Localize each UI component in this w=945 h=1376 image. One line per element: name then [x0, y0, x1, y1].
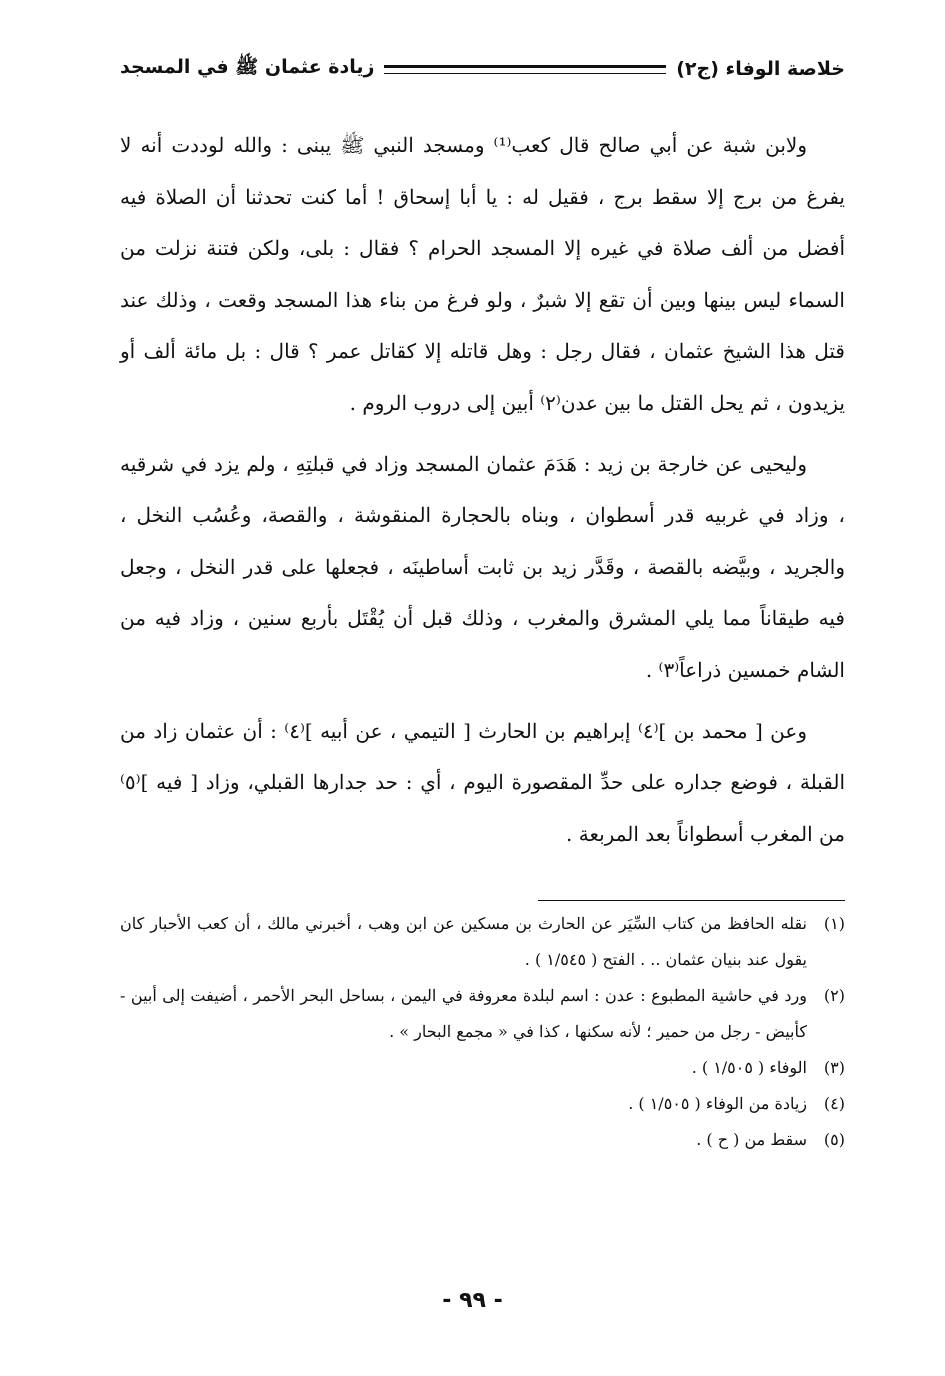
- footnote-divider: [538, 900, 845, 901]
- footnote-text: سقط من ( ح ) .: [696, 1130, 807, 1149]
- footnote-text: ورد في حاشية المطبوع : عدن : اسم لبلدة معروفة في اليمن ، بساحل البحر الأحمر ، أضيفت إلى أبين - كأبيض - رجل من حمير ؛ لأنه سكنها ، كذا في « مجمع البحار » .: [120, 986, 807, 1041]
- footnotes: [120, 906, 845, 1158]
- footnote-text: نقله الحافظ من كتاب السِّيَر عن الحارث بن مسكين عن ابن وهب ، أخبرني مالك ، أن كعب الأحبار كان يقول عند بنيان عثمان .. . الفتح ( ١/٥٤٥ ) .: [120, 914, 808, 969]
- footnote-number: (٢): [823, 986, 845, 1005]
- footnote-number: (١): [823, 914, 845, 933]
- footnote-number: (٥): [823, 1130, 845, 1149]
- header-rule: [384, 65, 666, 74]
- footnote-number: (٣): [823, 1058, 845, 1077]
- footnote-number: (٤): [823, 1094, 845, 1113]
- page-number: - ٩٩ -: [442, 1288, 503, 1313]
- footnote-text: الوفاء ( ١/٥٠٥ ) .: [691, 1058, 807, 1077]
- footnote: [120, 906, 845, 978]
- footnote-text: زيادة من الوفاء ( ١/٥٠٥ ) .: [628, 1094, 807, 1113]
- paragraph: ولابن شبة عن أبي صالح قال كعب⁽¹⁾ ومسجد النبي ﷺ يبنى : والله لوددت أنه لا يفرغ من برج إلا سقط برج ، فقيل له : يا أبا إسحاق ! أما كنت تحدثنا أن الصلاة فيه أفضل من ألف صلاة في غيره إلا المسجد الحرام ؟ فقال : بلى، ولكن فتنة نزلت من السماء ليس بينها وبين أن تقع إلا شبرٌ ، ولو فرغ من بناء هذا المسجد وقعت ، وذلك عند قتل هذا الشيخ عثمان ، فقال رجل : وهل قاتله إلا كقاتل عمر ؟ قال : بل مائة ألف أو يزيدون ، ثم يحل القتل ما بين عدن⁽٢⁾ أبين إلى دروب الروم .: [120, 133, 845, 415]
- paragraph: وعن [ محمد بن ]⁽٤⁾ إبراهيم بن الحارث [ التيمي ، عن أبيه ]⁽٤⁾ : أن عثمان زاد من القبلة ، فوضع جداره على حدِّ المقصورة اليوم ، أي : حد جدارها القبلي، وزاد [ فيه ]⁽٥⁾ من المغرب أسطواناً بعد المربعة .: [120, 718, 845, 846]
- main-text: [120, 120, 845, 869]
- header-book-title: خلاصة الوفاء (ج٢): [676, 58, 845, 80]
- paragraph: وليحيى عن خارجة بن زيد : هَدَمَ عثمان المسجد وزاد في قبلتِهِ ، ولم يزد في شرقيه ، وزاد في غربيه قدر أسطوان ، وبناه بالحجارة المنقوشة ، والقصة، وعُسُب النخل ، والجريد ، وبيَّضه بالقصة ، وقَدَّر زيد بن ثابت أساطينَه ، فجعلها على قدر النخل ، وجعل فيه طيقاناً مما يلي المشرق والمغرب ، وذلك قبل أن يُقْتَل بأربع سنين ، وزاد فيه من الشام خمسين ذراعاً⁽٣⁾ .: [120, 451, 845, 682]
- footnote: [120, 1122, 845, 1158]
- footnote: [120, 1086, 845, 1122]
- footnote: [120, 978, 845, 1050]
- running-header: [120, 52, 845, 86]
- header-chapter-title: زيادة عثمان ﷺ في المسجد: [120, 56, 375, 78]
- footnote: [120, 1050, 845, 1086]
